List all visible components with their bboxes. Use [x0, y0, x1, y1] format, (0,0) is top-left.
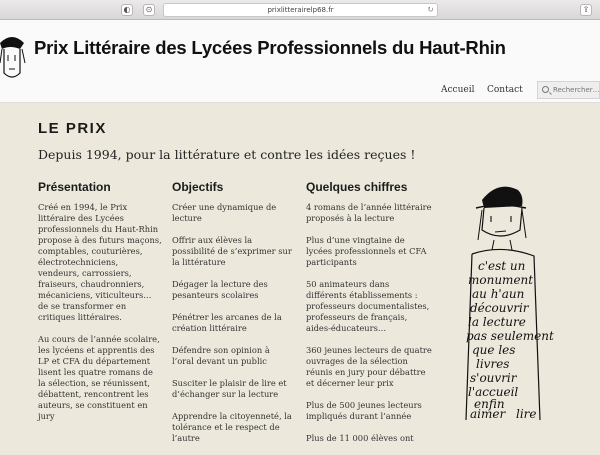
logo-sketch-icon[interactable] — [0, 23, 26, 97]
list-item: Plus de 11 000 élèves ont — [306, 433, 414, 443]
address-bar[interactable]: prixlitterairelp68.fr — [163, 3, 438, 17]
handwriting-line: la lecture — [468, 315, 526, 329]
handwriting-line: au h'aun — [472, 287, 525, 301]
privacy-icon[interactable]: ⊙ — [143, 4, 155, 16]
list-item: Plus d’une vingtaine de lycées professionnels et CFA participants — [306, 235, 427, 267]
site-header — [0, 20, 600, 103]
reload-icon[interactable]: ↻ — [427, 5, 434, 14]
list-item: 4 romans de l’année littéraire proposés à la lecture — [306, 202, 432, 223]
handwriting-line: lire — [516, 407, 537, 421]
paragraph: Créé en 1994, le Prix littéraire des Lycées professionnels du Haut-Rhin propose à des futurs maçons, comptables, couturières, électrotechniciens, vendeurs, carrossiers, fraiseurs, chaudronniers, mécaniciens, viticulteurs… de se transformer en critiques littéraires. — [38, 202, 162, 322]
list-item: 360 jeunes lecteurs de quatre ouvrages de la sélection réunis en jury pour débattre et décerner leur prix — [306, 345, 432, 388]
list-item: Offrir aux élèves la possibilité de s’exprimer sur la littérature — [172, 235, 292, 267]
column-title: Objectifs — [172, 180, 224, 194]
list-item: Apprendre la citoyenneté, la tolérance et le respect de l’autre — [172, 411, 292, 443]
handwriting-line: livres — [476, 357, 510, 371]
list-item: Dégager la lecture des pesanteurs scolaires — [172, 279, 268, 300]
list-item: Susciter le plaisir de lire et d’échanger sur la lecture — [172, 378, 287, 399]
list-item: Défendre son opinion à l’oral devant un public — [172, 345, 270, 366]
nav-accueil[interactable]: Accueil — [441, 85, 475, 95]
column-title: Présentation — [38, 180, 111, 194]
column-objectifs — [172, 180, 294, 455]
handwriting-line: monument — [468, 273, 534, 287]
column-title: Quelques chiffres — [306, 180, 408, 194]
list-item: Pénétrer les arcanes de la création littéraire — [172, 312, 282, 333]
column-presentation — [38, 180, 162, 433]
site-title[interactable]: Prix Littéraire des Lycées Professionnels du Haut-Rhin — [34, 37, 506, 58]
figure-illustration-icon — [432, 178, 592, 420]
handwriting-line: aimer — [470, 407, 506, 421]
sidebar-toggle-icon[interactable]: ◐ — [121, 4, 133, 16]
handwriting-line: l'accueil — [468, 385, 519, 399]
share-icon[interactable]: ⇪ — [580, 4, 592, 16]
handwriting-line: que les — [472, 343, 516, 357]
handwriting-line: s'ouvrir — [470, 371, 517, 385]
list-item: Plus de 500 jeunes lecteurs impliqués durant l’année — [306, 400, 422, 421]
browser-toolbar — [0, 0, 600, 20]
page-heading: LE PRIX — [38, 120, 107, 137]
search-icon — [542, 86, 549, 93]
handwriting-line: pas seulement — [466, 329, 554, 343]
nav-contact[interactable]: Contact — [487, 85, 523, 95]
tagline: Depuis 1994, pour la littérature et contre les idées reçues ! — [38, 147, 416, 162]
list-item: 50 animateurs dans différents établissements : professeurs documentalistes, professeurs de français, aides-éducateurs… — [306, 279, 430, 333]
handwriting-line: c'est un — [478, 259, 526, 273]
handwriting-line: enfin — [474, 397, 505, 411]
search-box[interactable] — [537, 81, 600, 99]
column-chiffres — [306, 180, 432, 455]
handwriting-line: découvrir — [470, 301, 529, 315]
paragraph: Au cours de l’année scolaire, les lycéens et apprentis des LP et CFA du département lisent les quatre romans de la sélection, se réunissent, débattent, rencontrent les auteurs, se constituent en jury — [38, 334, 160, 421]
list-item: Créer une dynamique de lecture — [172, 202, 277, 223]
search-input[interactable] — [553, 83, 599, 97]
